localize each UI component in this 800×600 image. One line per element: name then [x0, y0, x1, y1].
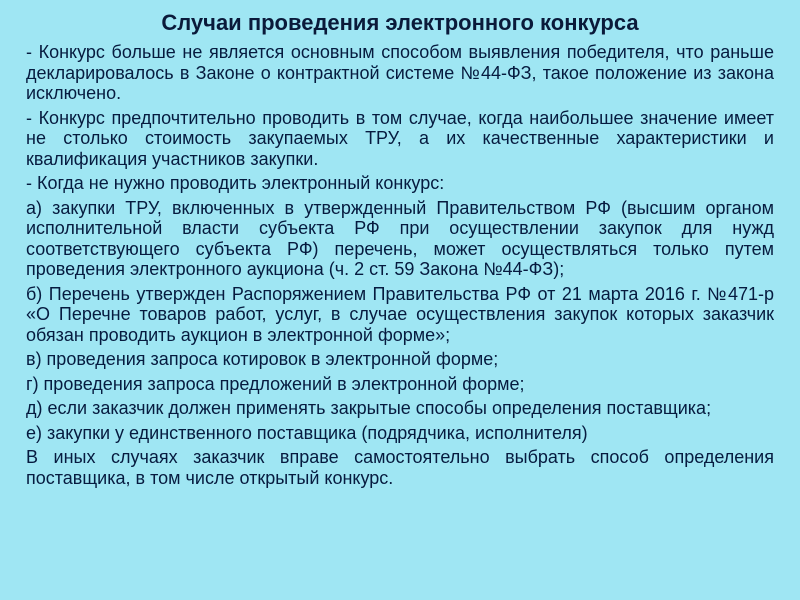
- list-item-e: е) закупки у единственного поставщика (подрядчика, исполнителя): [26, 422, 588, 443]
- list-item-d: д) если заказчик должен применять закрытые способы определения поставщика;: [26, 398, 712, 418]
- slide-content: [26, 42, 774, 488]
- paragraph-other-cases: В иных случаях заказчик вправе самостоятельно выбрать способ определения поставщика, в том числе открытый конкурс.: [26, 447, 774, 488]
- list-item-b: б) Перечень утвержден Распоряжением Правительства РФ от 21 марта 2016 г. №471-р «О Перечне товаров работ, услуг, в случае осуществления закупок которых заказчик обязан проводить аукцион в электронной форме»;: [26, 283, 774, 345]
- slide-title: Случаи проведения электронного конкурса: [161, 10, 639, 35]
- list-item-a: а) закупки ТРУ, включенных в утвержденный Правительством РФ (высшим органом исполнительной власти субъекта РФ при осуществлении закупок для нужд соответствующего субъекта РФ) перечень, может осуществляться только путем проведения электронного аукциона (ч. 2 ст. 59 Закона №44-ФЗ);: [26, 197, 774, 279]
- paragraph-contest-not-main-method: - Конкурс больше не является основным способом выявления победителя, что раньше декларировалось в Законе о контрактной системе №44-ФЗ, такое положение из закона исключено.: [26, 42, 774, 103]
- list-item-v: в) проведения запроса котировок в электронной форме;: [26, 349, 499, 369]
- paragraph-when-not-needed: - Когда не нужно проводить электронный конкурс:: [26, 173, 445, 193]
- paragraph-when-preferable: - Конкурс предпочтительно проводить в том случае, когда наибольшее значение имеет не столько стоимость закупаемых ТРУ, а их качественные характеристики и квалификация участников закупки.: [26, 107, 774, 169]
- list-item-g: г) проведения запроса предложений в электронной форме;: [26, 373, 525, 394]
